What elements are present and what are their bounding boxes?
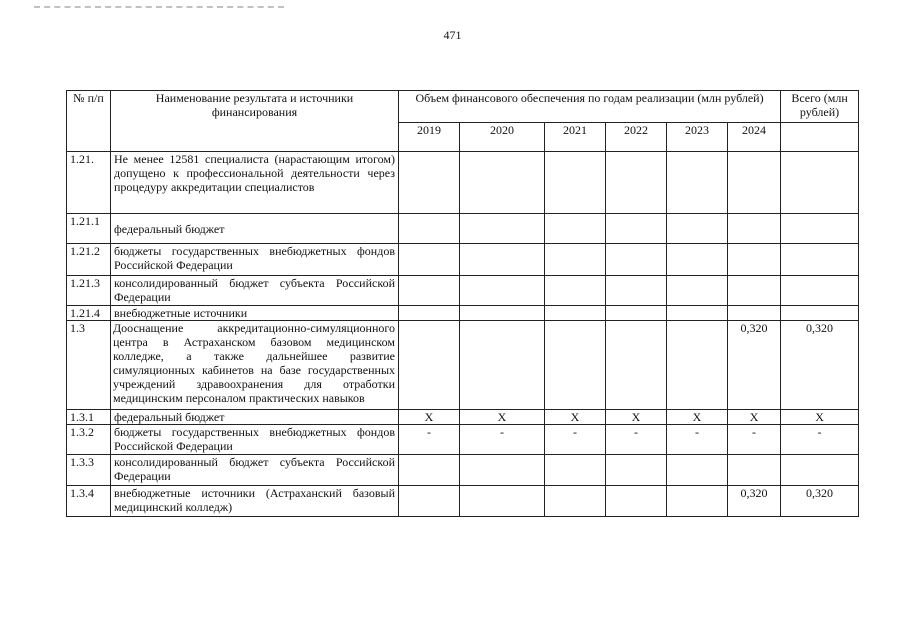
table-row bbox=[67, 152, 859, 214]
cell-value bbox=[545, 455, 606, 486]
cell-value: X bbox=[728, 410, 781, 425]
table-row bbox=[67, 410, 859, 425]
row-name: федеральный бюджет bbox=[111, 410, 399, 425]
row-number: 1.21.3 bbox=[67, 276, 111, 306]
cell-value: X bbox=[667, 410, 728, 425]
cell-total bbox=[781, 152, 859, 214]
cell-value bbox=[460, 321, 545, 410]
header-year: 2020 bbox=[460, 123, 545, 152]
cell-value bbox=[399, 321, 460, 410]
cell-value bbox=[606, 321, 667, 410]
cell-value: 0,320 bbox=[728, 486, 781, 517]
row-name: внебюджетные источники (Астраханский базовый медицинский колледж) bbox=[111, 486, 399, 517]
cell-value bbox=[460, 152, 545, 214]
cell-value bbox=[399, 486, 460, 517]
cell-total bbox=[781, 455, 859, 486]
header-year: 2022 bbox=[606, 123, 667, 152]
header-volume: Объем финансового обеспечения по годам реализации (млн рублей) bbox=[399, 91, 781, 123]
row-name: федеральный бюджет bbox=[111, 214, 399, 244]
row-number: 1.21.2 bbox=[67, 244, 111, 276]
cell-value: X bbox=[545, 410, 606, 425]
cell-value: - bbox=[606, 425, 667, 455]
cell-value bbox=[399, 152, 460, 214]
header-total: Всего (млн рублей) bbox=[781, 91, 859, 123]
financing-table bbox=[66, 90, 859, 517]
table-row bbox=[67, 455, 859, 486]
cell-value bbox=[399, 306, 460, 321]
table-row bbox=[67, 244, 859, 276]
cell-value bbox=[728, 152, 781, 214]
header-year: 2019 bbox=[399, 123, 460, 152]
cell-value bbox=[399, 276, 460, 306]
page-number: 471 bbox=[443, 28, 462, 42]
cell-value bbox=[545, 214, 606, 244]
row-number: 1.3.3 bbox=[67, 455, 111, 486]
header-name: Наименование результата и источники финансирования bbox=[111, 91, 399, 152]
row-name: внебюджетные источники bbox=[111, 306, 399, 321]
cell-value: X bbox=[399, 410, 460, 425]
cell-value: - bbox=[460, 425, 545, 455]
cell-value bbox=[606, 244, 667, 276]
row-name: бюджеты государственных внебюджетных фондов Российской Федерации bbox=[111, 244, 399, 276]
cell-value bbox=[606, 486, 667, 517]
table-row bbox=[67, 306, 859, 321]
cell-total: 0,320 bbox=[781, 321, 859, 410]
cell-value: - bbox=[545, 425, 606, 455]
table-row bbox=[67, 425, 859, 455]
header-total-blank bbox=[781, 123, 859, 152]
cell-value bbox=[667, 152, 728, 214]
cell-value: - bbox=[667, 425, 728, 455]
cell-value bbox=[545, 486, 606, 517]
cell-value: X bbox=[606, 410, 667, 425]
cell-total: X bbox=[781, 410, 859, 425]
cell-total: - bbox=[781, 425, 859, 455]
table-row bbox=[67, 321, 859, 410]
header-year: 2023 bbox=[667, 123, 728, 152]
header-year: 2024 bbox=[728, 123, 781, 152]
cell-total: 0,320 bbox=[781, 486, 859, 517]
row-number: 1.21.4 bbox=[67, 306, 111, 321]
row-name: Дооснащение аккредитационно-симуляционного центра в Астраханском базовом медицинском колледже, а также дальнейшее развитие симуляционных кабинетов на базе государственных учреждений здравоохранения для отработки медицинским персоналом практических навыков bbox=[111, 321, 399, 410]
cell-value bbox=[460, 486, 545, 517]
cell-value bbox=[728, 244, 781, 276]
cell-value bbox=[728, 276, 781, 306]
cell-value bbox=[667, 306, 728, 321]
cell-value bbox=[728, 306, 781, 321]
cell-value: - bbox=[728, 425, 781, 455]
cell-value bbox=[460, 455, 545, 486]
cell-value: 0,320 bbox=[728, 321, 781, 410]
cell-value bbox=[460, 244, 545, 276]
cell-value bbox=[728, 455, 781, 486]
cell-value: X bbox=[460, 410, 545, 425]
cell-value bbox=[399, 455, 460, 486]
cell-value bbox=[399, 244, 460, 276]
cell-value bbox=[667, 214, 728, 244]
row-name: бюджеты государственных внебюджетных фондов Российской Федерации bbox=[111, 425, 399, 455]
cell-total bbox=[781, 276, 859, 306]
header-number: № п/п bbox=[67, 91, 111, 152]
row-number: 1.3.2 bbox=[67, 425, 111, 455]
cell-value bbox=[606, 152, 667, 214]
cell-value bbox=[667, 321, 728, 410]
row-name: консолидированный бюджет субъекта Российской Федерации bbox=[111, 276, 399, 306]
row-name: Не менее 12581 специалиста (нарастающим итогом) допущено к профессиональной деятельности через процедуру аккредитации специалистов bbox=[111, 152, 399, 214]
table-row bbox=[67, 214, 859, 244]
cell-value bbox=[728, 214, 781, 244]
row-number: 1.3 bbox=[67, 321, 111, 410]
cell-value bbox=[606, 455, 667, 486]
cell-value bbox=[606, 214, 667, 244]
cell-value bbox=[545, 276, 606, 306]
row-number: 1.3.1 bbox=[67, 410, 111, 425]
cell-value bbox=[460, 276, 545, 306]
cell-value: - bbox=[399, 425, 460, 455]
cell-total bbox=[781, 306, 859, 321]
cell-total bbox=[781, 214, 859, 244]
cell-value bbox=[545, 152, 606, 214]
cell-value bbox=[545, 321, 606, 410]
scan-artifact-line bbox=[34, 6, 284, 10]
cell-value bbox=[667, 276, 728, 306]
cell-value bbox=[460, 306, 545, 321]
row-number: 1.21. bbox=[67, 152, 111, 214]
cell-value bbox=[545, 306, 606, 321]
cell-value bbox=[667, 486, 728, 517]
table-row bbox=[67, 276, 859, 306]
cell-value bbox=[606, 306, 667, 321]
cell-value bbox=[399, 214, 460, 244]
row-number: 1.21.1 bbox=[67, 214, 111, 244]
cell-value bbox=[667, 244, 728, 276]
row-number: 1.3.4 bbox=[67, 486, 111, 517]
cell-value bbox=[667, 455, 728, 486]
header-year: 2021 bbox=[545, 123, 606, 152]
cell-value bbox=[606, 276, 667, 306]
table-row bbox=[67, 486, 859, 517]
cell-value bbox=[545, 244, 606, 276]
row-name: консолидированный бюджет субъекта Российской Федерации bbox=[111, 455, 399, 486]
cell-total bbox=[781, 244, 859, 276]
cell-value bbox=[460, 214, 545, 244]
